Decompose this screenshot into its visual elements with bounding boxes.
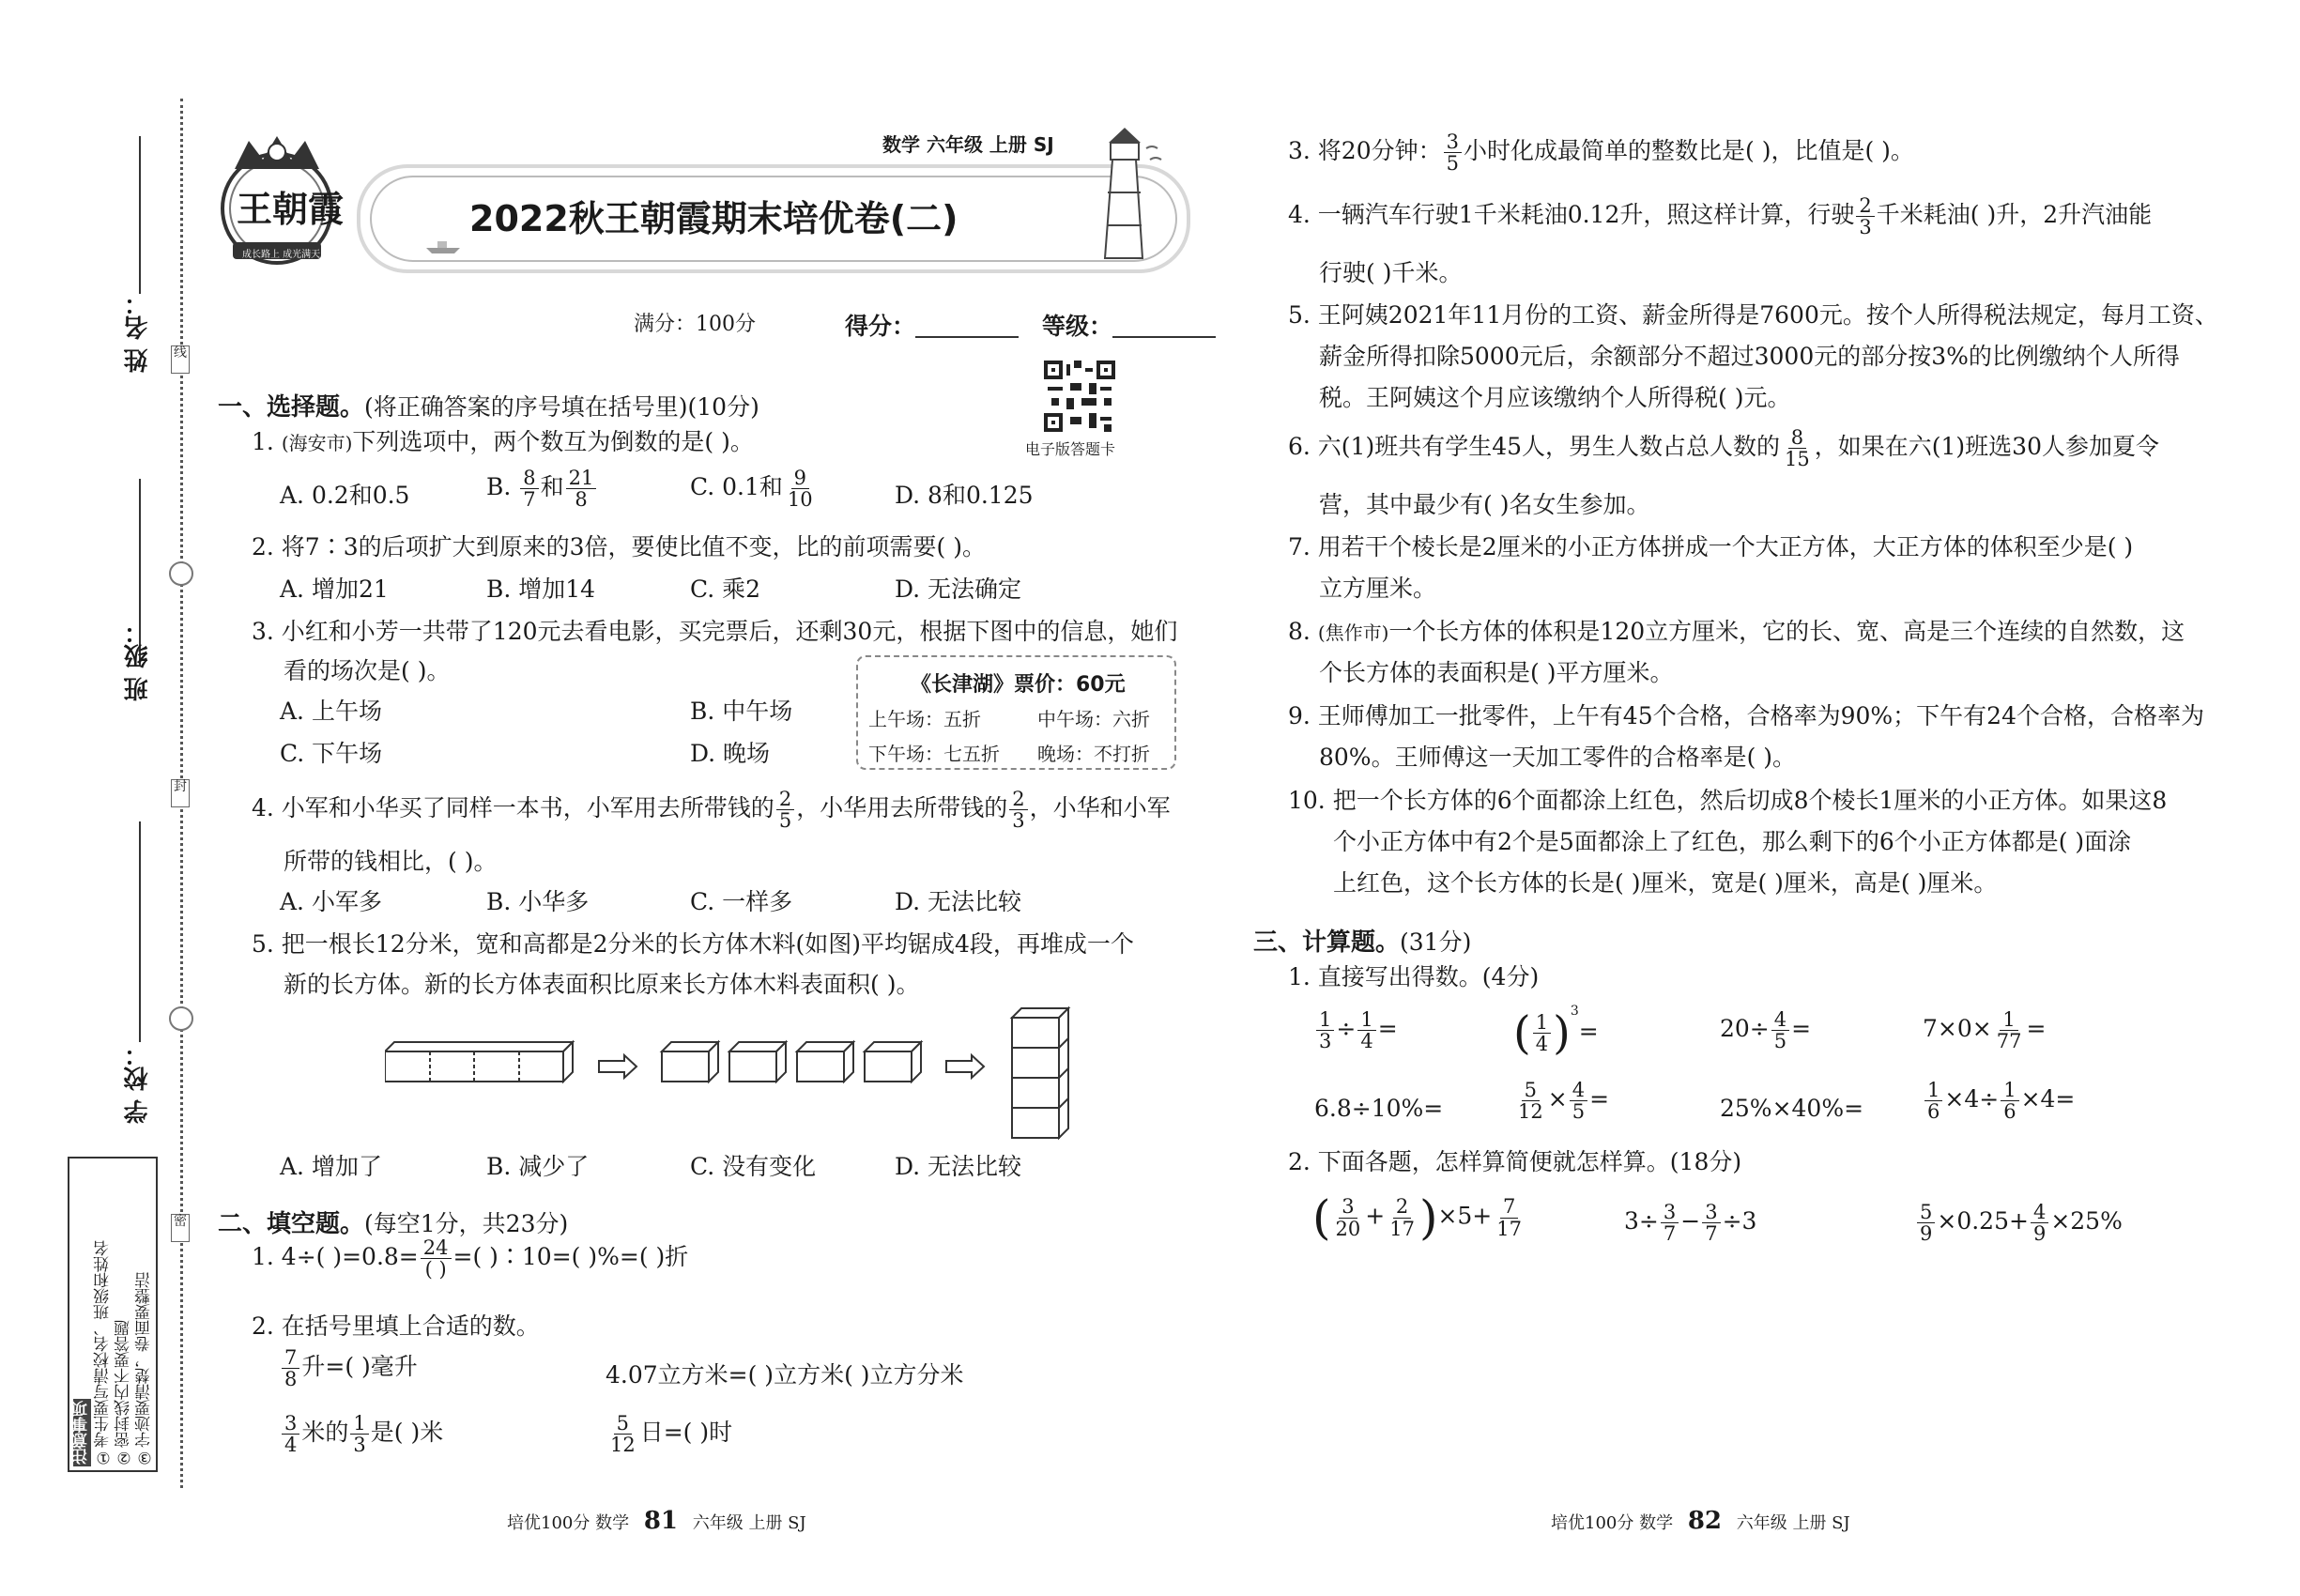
- q5-option-a[interactable]: A. 增加了: [280, 1153, 382, 1180]
- calc-expr-5[interactable]: 6.8÷10%=: [1314, 1095, 1444, 1122]
- fill-q8-line2[interactable]: 个长方体的表面积是( )平方厘米。: [1319, 659, 1674, 686]
- notes-title: 注意事项: [72, 1401, 91, 1465]
- fill-q9-line1: 9. 王师傅加工一批零件，上午有45个合格，合格率为90%；下午有24个合格，合格率为: [1288, 702, 2204, 729]
- q3-option-b[interactable]: B. 中午场: [690, 698, 793, 725]
- school-label: 学 校：: [124, 1042, 152, 1125]
- q3-stem-line1: 3. 小红和小芳一共带了120元去看电影，买完票后，还剩30元，根据下图中的信息，她们: [252, 618, 1178, 645]
- fill-q7-line1[interactable]: 7. 用若干个棱长是2厘米的小正方体拼成一个大正方体，大正方体的体积至少是( ): [1288, 533, 2134, 560]
- score-blank[interactable]: [915, 336, 1019, 338]
- ticket-evening: 晚场：不打折: [1037, 743, 1150, 765]
- fill-q9-line2[interactable]: 80%。王师傅这一天加工零件的合格率是( )。: [1319, 744, 1797, 771]
- subject-meta: 数学 六年级 上册 SJ: [882, 133, 1054, 156]
- seal-tag-line: 线: [171, 345, 190, 374]
- note-item: ①考生要写清校名、班级和姓名: [94, 1240, 113, 1466]
- q3-option-c[interactable]: C. 下午场: [280, 740, 383, 767]
- q3-option-d[interactable]: D. 晚场: [690, 740, 771, 767]
- calc-expr-8[interactable]: $\frac{1}{6}$ ×4÷ $\frac{1}{6}$ ×4=: [1923, 1080, 2075, 1122]
- q4-option-b[interactable]: B. 小华多: [486, 888, 590, 915]
- q4-stem-line2: 所带的钱相比，( )。: [284, 848, 498, 875]
- q4-stem-line1: 4. 小军和小华买了同样一本书，小军用去所带钱的 $\frac{2}{5}$ ，小华用去所带钱的 $\frac{2}{3}$ ，小华和小军: [252, 788, 1171, 833]
- fill-q5-line3[interactable]: 税。王阿姨这个月应该缴纳个人所得税( )元。: [1319, 384, 1791, 411]
- page-number-left: 81: [643, 1507, 678, 1535]
- wood-block-diagram: [385, 1005, 1080, 1141]
- calc-expr-3[interactable]: 20÷ $\frac{4}{5}$ =: [1720, 1008, 1812, 1053]
- fill-q1[interactable]: 1. 4÷( )=0.8= 24 ( ) =( )∶10=( )%=( )折: [252, 1236, 689, 1281]
- q5-stem-line2: 新的长方体。新的长方体表面积比原来长方体木料表面积( )。: [284, 971, 920, 998]
- q1-option-a[interactable]: A. 0.2和0.5: [280, 482, 410, 509]
- q5-option-c[interactable]: C. 没有变化: [690, 1153, 817, 1180]
- fill-q3[interactable]: 3. 将20分钟： $\frac{3}{5}$ 小时化成最简单的整数比是( )，比值是( )。: [1288, 130, 1914, 176]
- section2-title: 二、填空题。: [218, 1210, 365, 1238]
- q2-option-d[interactable]: D. 无法确定: [895, 575, 1022, 603]
- lighthouse-icon: [1084, 122, 1169, 263]
- region-tag: (焦作市): [1317, 622, 1389, 644]
- q3-stem-line2: 看的场次是( )。: [284, 657, 451, 684]
- fill-q6-line1: 6. 六(1)班共有学生45人，男生人数占总人数的 $\frac{8}{15}$ ，如果在六(1)班选30人参加夏令: [1288, 426, 2159, 471]
- class-label: 班 级：: [124, 620, 152, 702]
- ticket-title: 《长津湖》票价：60元: [911, 673, 1126, 697]
- calc-simplify-1[interactable]: ( $\frac{3}{20}$ + $\frac{2}{17}$ )×5+ $\frac{7}{17}$: [1312, 1190, 1522, 1245]
- name-blank[interactable]: [139, 136, 141, 294]
- footer-left: 培优100分 数学 81 六年级 上册 SJ: [507, 1507, 806, 1535]
- section2-note: (每空1分，共23分): [364, 1210, 569, 1237]
- grade-blank[interactable]: [1112, 336, 1216, 338]
- score-label: 得分：: [845, 313, 916, 340]
- fill-q4-line1[interactable]: 4. 一辆汽车行驶1千米耗油0.12升，照这样计算，行驶 $\frac{2}{3}$ 千米耗油( )升，2升汽油能: [1288, 194, 2153, 239]
- q1-option-b[interactable]: B. $\frac{8}{7}$ 和 $\frac{21}{8}$: [486, 468, 598, 510]
- q5-stem-line1: 5. 把一根长12分米，宽和高都是2分米的长方体木料(如图)平均锯成4段，再堆成一个: [252, 930, 1134, 958]
- q1-stem: 1. (海安市)下列选项中，两个数互为倒数的是( )。: [252, 428, 754, 455]
- calc-simplify-3[interactable]: $\frac{5}{9}$ ×0.25+ $\frac{4}{9}$ ×25%: [1915, 1202, 2123, 1244]
- logo-text: 王朝霞: [237, 188, 345, 230]
- qr-code-icon[interactable]: [1044, 361, 1115, 432]
- ticket-morning: 上午场：五折: [868, 708, 981, 730]
- fill-q8-line1: 8. (焦作市)一个长方体的体积是120立方厘米，它的长、宽、高是三个连续的自然数，这: [1288, 618, 2185, 645]
- fill-q2-stem: 2. 在括号里填上合适的数。: [252, 1312, 540, 1340]
- fill-q4-line2[interactable]: 行驶( )千米。: [1319, 259, 1463, 286]
- footer-right: 培优100分 数学 82 六年级 上册 SJ: [1551, 1507, 1850, 1535]
- calc-q1-stem: 1. 直接写出得数。(4分): [1288, 963, 1540, 990]
- binding-hole: [169, 1006, 193, 1031]
- q5-option-d[interactable]: D. 无法比较: [895, 1153, 1022, 1180]
- section1-note: (将正确答案的序号填在括号里)(10分): [364, 393, 759, 421]
- note-item: ②密封线内不要答题: [115, 1320, 133, 1466]
- seal-tag-secret: 密: [171, 1214, 190, 1242]
- q1-option-c[interactable]: C. 0.1和 $\frac{9}{10}$: [690, 467, 813, 512]
- seal-tag-seal: 封: [171, 779, 190, 807]
- binding-hole: [169, 561, 193, 586]
- calc-expr-6[interactable]: $\frac{5}{12}$ × $\frac{4}{5}$ =: [1518, 1079, 1610, 1124]
- q4-option-d[interactable]: D. 无法比较: [895, 888, 1022, 915]
- qr-caption: 电子版答题卡: [1025, 440, 1116, 458]
- ticket-noon: 中午场：六折: [1037, 708, 1150, 730]
- calc-expr-4[interactable]: 7×0× $\frac{1}{77}$ =: [1923, 1008, 2047, 1053]
- calc-expr-7[interactable]: 25%×40%=: [1720, 1095, 1864, 1122]
- section1-title: 一、选择题。: [218, 393, 365, 422]
- fill-q2-item4[interactable]: $\frac{5}{12}$ 日=( )时: [610, 1412, 733, 1457]
- fill-q7-line2: 立方厘米。: [1319, 575, 1437, 602]
- calc-q2-stem: 2. 下面各题，怎样算简便就怎样算。(18分): [1288, 1148, 1742, 1175]
- calc-expr-2[interactable]: ( $\frac{1}{4}$ )$^3$=: [1513, 1004, 1599, 1060]
- section3-note: (31分): [1400, 928, 1472, 956]
- q5-option-b[interactable]: B. 减少了: [486, 1153, 590, 1180]
- fill-q6-line2[interactable]: 营，其中最少有( )名女生参加。: [1319, 491, 1650, 518]
- ticket-afternoon: 下午场：七五折: [868, 743, 1000, 765]
- school-blank[interactable]: [139, 821, 141, 1042]
- region-tag: (海安市): [281, 432, 353, 454]
- logo-subtitle: 成长路上 成光满天: [242, 250, 321, 260]
- page-number-right: 82: [1687, 1507, 1722, 1535]
- name-label: 姓 名：: [124, 291, 152, 374]
- fill-q10-line3[interactable]: 上红色，这个长方体的长是( )厘米，宽是( )厘米，高是( )厘米。: [1333, 869, 1998, 897]
- grade-label: 等级：: [1042, 313, 1113, 340]
- q2-option-c[interactable]: C. 乘2: [690, 575, 761, 603]
- q3-option-a[interactable]: A. 上午场: [280, 698, 382, 725]
- q2-option-a[interactable]: A. 增加21: [280, 575, 389, 603]
- page-title: 2022秋王朝霞期末培优卷(二): [469, 198, 958, 239]
- q4-option-c[interactable]: C. 一样多: [690, 888, 793, 915]
- calc-expr-1[interactable]: $\frac{1}{3}$ ÷ $\frac{1}{4}$ =: [1314, 1009, 1398, 1051]
- fill-q5-line1: 5. 王阿姨2021年11月份的工资、薪金所得是7600元。按个人所得税法规定，每月工资、: [1288, 301, 2218, 329]
- fill-q2-item1[interactable]: $\frac{7}{8}$ 升=( )毫升: [280, 1347, 418, 1389]
- q2-option-b[interactable]: B. 增加14: [486, 575, 596, 603]
- fill-q5-line2: 薪金所得扣除5000元后，余额部分不超过3000元的部分按3%的比例缴纳个人所得: [1319, 343, 2180, 370]
- section3-title: 三、计算题。: [1253, 928, 1401, 957]
- boat-icon: [424, 237, 462, 255]
- fill-q2-item3[interactable]: $\frac{3}{4}$ 米的 $\frac{1}{3}$ 是( )米: [280, 1413, 443, 1455]
- notes-box: [68, 1157, 158, 1472]
- fill-q2-item2[interactable]: 4.07立方米=( )立方米( )立方分米: [606, 1361, 964, 1389]
- q1-option-d[interactable]: D. 8和0.125: [895, 482, 1034, 509]
- note-item: ③字迹要清楚，卷面要整洁: [135, 1272, 154, 1466]
- calc-simplify-2[interactable]: 3÷ $\frac{3}{7}$ − $\frac{3}{7}$ ÷3: [1624, 1201, 1757, 1246]
- fill-q10-line1: 10. 把一个长方体的6个面都涂上红色，然后切成8个棱长1厘米的小正方体。如果这8: [1288, 787, 2168, 814]
- fill-q10-line2[interactable]: 个小正方体中有2个是5面都涂上了红色，那么剩下的6个小正方体都是( )面涂: [1333, 828, 2132, 855]
- q2-stem: 2. 将7∶3的后项扩大到原来的3倍，要使比值不变，比的前项需要( )。: [252, 533, 986, 560]
- full-score: 满分：100分: [634, 313, 756, 336]
- q4-option-a[interactable]: A. 小军多: [280, 888, 382, 915]
